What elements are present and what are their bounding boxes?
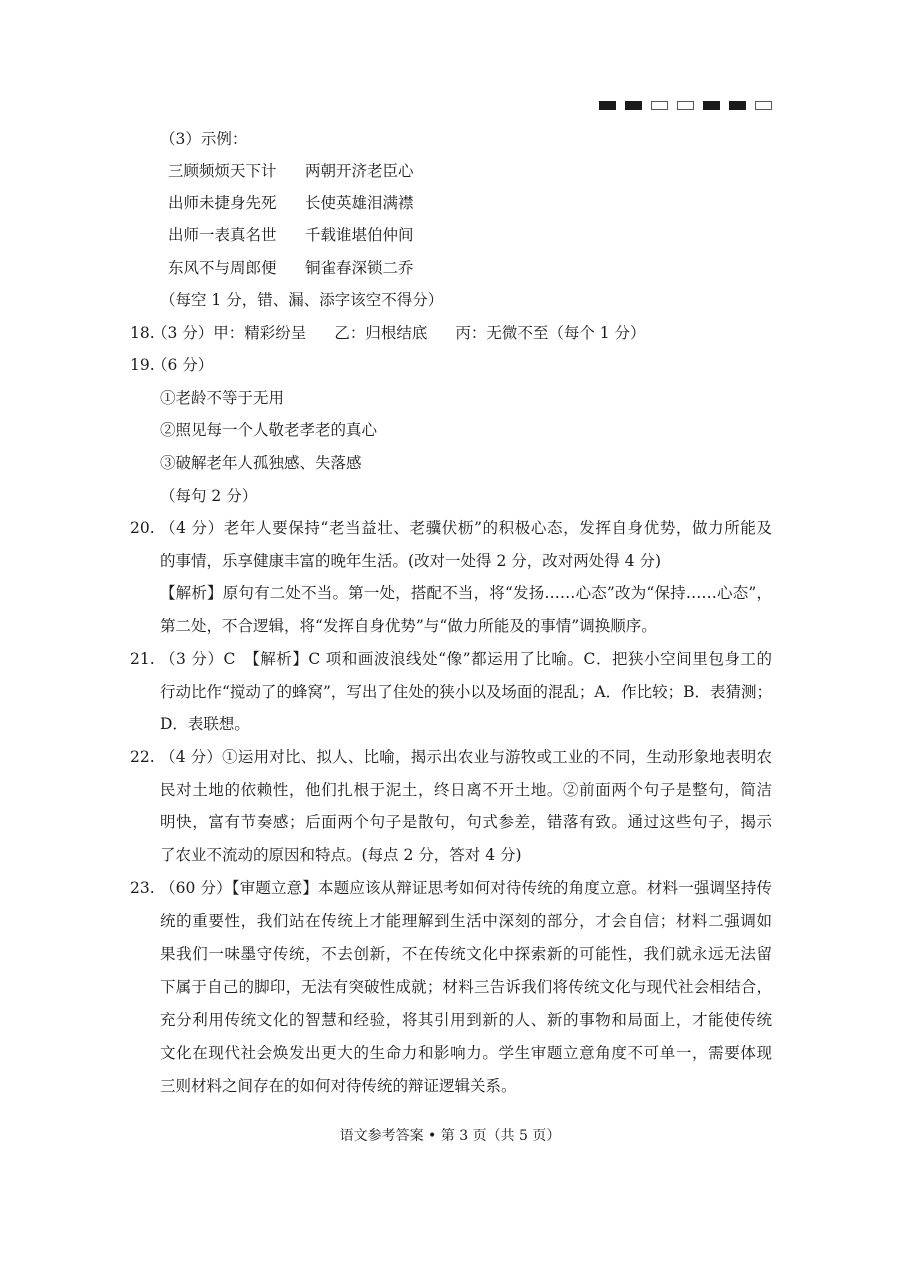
q19-score: （6 分）	[152, 356, 214, 374]
couplet-second-line: 两朝开济老臣心	[305, 162, 414, 180]
q20-analysis-line: 【解析】原句有二处不当。第一处，搭配不当，将“发扬……心态”改为“保持……心态”，	[160, 584, 772, 602]
couplet-second-line: 长使英雄泪满襟	[305, 194, 414, 212]
q21-line: （3 分）C 【解析】C 项和画波浪线处“像”都运用了比喻。C．把狭小空间里包身工的	[160, 650, 772, 668]
q17-3-scoring-note: （每空 1 分，错、漏、添字该空不得分）	[160, 291, 444, 309]
q18-jia: 甲：精彩纷呈	[213, 324, 307, 342]
couplet-first-line: 出师一表真名世	[168, 226, 277, 244]
page-mark-filled	[599, 101, 616, 110]
q20-analysis-line: 第二处，不合逻辑，将“发挥自身优势”与“做力所能及的事情”调换顺序。	[160, 617, 657, 635]
q19-item: ③破解老年人孤独感、失落感	[160, 454, 362, 472]
q23-line: 充分利用传统文化的智慧和经验，将其引用到新的人、新的事物和局面上，才能使传统	[160, 1011, 772, 1029]
q19-number: 19.	[130, 356, 155, 374]
q18-bing: 丙：无微不至（每个 1 分）	[455, 324, 646, 342]
q18-number: 18.	[130, 324, 155, 342]
q18-yi: 乙：归根结底	[334, 324, 428, 342]
page-footer: 语文参考答案 • 第 3 页（共 5 页）	[339, 1128, 561, 1144]
couplet-first-line: 出师未捷身先死	[168, 194, 277, 212]
page-mark-empty	[755, 101, 772, 110]
q22-number: 22.	[130, 748, 155, 766]
page-mark-filled	[729, 101, 746, 110]
couplet-first-line: 三顾频烦天下计	[168, 162, 277, 180]
couplet-first-line: 东风不与周郎便	[168, 259, 277, 277]
header-page-marks	[599, 101, 772, 110]
q21-line: 行动比作“搅动了的蜂窝”，写出了住处的狭小以及场面的混乱；A．作比较；B．表猜测；	[160, 683, 772, 701]
q20-line: （4 分）老年人要保持“老当益壮、老骥伏枥”的积极心态，发挥自身优势，做力所能及	[160, 519, 772, 537]
q23-line: 统的重要性，我们站在传统上才能理解到生活中深刻的部分，才会自信；材料二强调如	[160, 912, 772, 930]
q22-line: 民对土地的依赖性，他们扎根于泥土，终日离不开土地。②前面两个句子是整句，简洁	[160, 781, 772, 799]
q23-line: （60 分）【审题立意】本题应该从辩证思考如何对待传统的角度立意。材料一强调坚持传	[160, 879, 772, 897]
q21-number: 21.	[130, 650, 155, 668]
page-mark-empty	[651, 101, 668, 110]
page-mark-empty	[677, 101, 694, 110]
q18-score: （3 分）	[152, 324, 214, 342]
q19-item: ①老龄不等于无用	[160, 389, 285, 407]
couplet-second-line: 千载谁堪伯仲间	[305, 226, 414, 244]
q23-number: 23.	[130, 879, 155, 897]
q23-line: 果我们一味墨守传统，不去创新，不在传统文化中探索新的可能性，我们就永远无法留	[160, 945, 772, 963]
q18-answer	[152, 322, 646, 344]
q20-line: 的事情，乐享健康丰富的晚年生活。(改对一处得 2 分，改对两处得 4 分)	[160, 552, 662, 570]
q23-line: 文化在现代社会焕发出更大的生命力和影响力。学生审题立意角度不可单一，需要体现	[160, 1044, 772, 1062]
q22-line: （4 分）①运用对比、拟人、比喻，揭示出农业与游牧或工业的不同，生动形象地表明农	[160, 748, 772, 766]
q22-line: 了农业不流动的原因和特点。(每点 2 分，答对 4 分)	[160, 846, 522, 864]
q22-line: 明快，富有节奏感；后面两个句子是散句，句式参差，错落有致。通过这些句子，揭示	[160, 813, 772, 831]
page-mark-filled	[703, 101, 720, 110]
q17-3-label: （3）示例：	[160, 130, 248, 148]
q20-number: 20.	[130, 519, 155, 537]
q19-item: ②照见每一个人敬老孝老的真心	[160, 421, 378, 439]
q23-line: 下属于自己的脚印，无法有突破性成就；材料三告诉我们将传统文化与现代社会相结合，	[160, 978, 772, 996]
q19-scoring-note: （每句 2 分）	[160, 487, 258, 505]
page-mark-filled	[625, 101, 642, 110]
q23-line: 三则材料之间存在的如何对待传统的辩证逻辑关系。	[160, 1077, 517, 1095]
q21-line: D．表联想。	[160, 715, 250, 733]
couplet-second-line: 铜雀春深锁二乔	[305, 259, 414, 277]
